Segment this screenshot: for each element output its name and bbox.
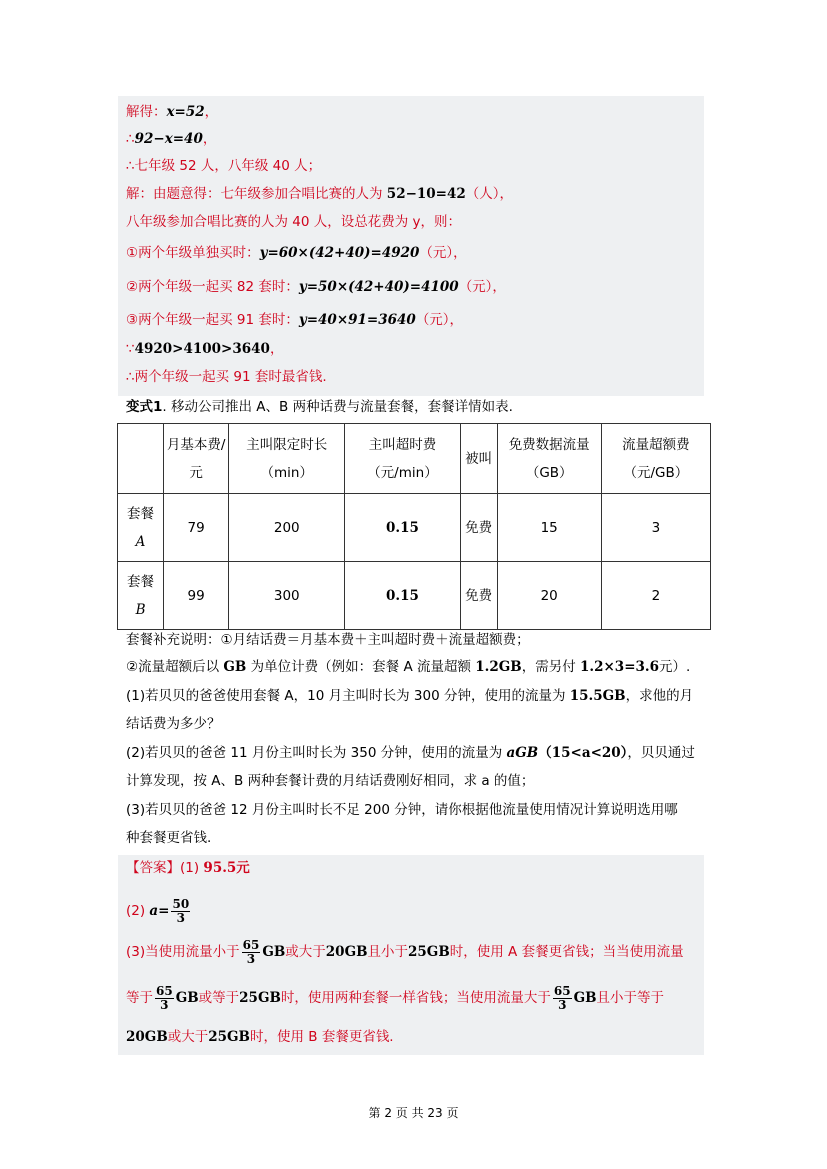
question-2-line-1: (2)若贝贝的爸爸 11 月份主叫时长为 350 分钟，使用的流量为 aGB（15<a<20），贝贝通过	[126, 745, 695, 761]
table-cell: 3	[601, 494, 710, 562]
question-1-line-1: (1)若贝贝的爸爸使用套餐 A，10 月主叫时长为 300 分钟，使用的流量为 15.5GB，求他的月	[126, 688, 694, 704]
table-header-cell: 免费数据流量（GB）	[497, 424, 601, 494]
table-header-row	[118, 424, 711, 494]
problem-intro: 变式1. 移动公司推出 A、B 两种话费与流量套餐，套餐详情如表.	[126, 399, 513, 415]
table-cell: 99	[164, 562, 229, 630]
table-row	[118, 494, 711, 562]
table-cell: 免费	[460, 494, 497, 562]
answer-line-2: (2) a= $\frac{50}{3}$	[126, 896, 190, 925]
note-1: 套餐补充说明：①月结话费＝月基本费＋主叫超时费＋流量超额费；	[126, 632, 530, 648]
table-cell: 200	[229, 494, 345, 562]
solution-line-5: 八年级参加合唱比赛的人为 40 人，设总花费为 y，则：	[126, 214, 462, 230]
question-2-line-2: 计算发现，按 A、B 两种套餐计费的月结话费刚好相同，求 a 的值；	[126, 773, 535, 789]
solution-line-4: 解：由题意得：七年级参加合唱比赛的人为 52−10=42（人），	[126, 186, 514, 202]
table-header-cell: 被叫	[460, 424, 497, 494]
table-header-cell: 月基本费/元	[164, 424, 229, 494]
question-3-line-1: (3)若贝贝的爸爸 12 月份主叫时长不足 200 分钟，请你根据他流量使用情况计算说明选用哪	[126, 802, 678, 818]
solution-line-9: ∵4920>4100>3640，	[126, 341, 284, 357]
table-header-cell: 主叫超时费（元/min）	[345, 424, 460, 494]
solution-line-8: ③两个年级一起买 91 套时：y=40×91=3640（元），	[126, 312, 464, 328]
solution-line-7: ②两个年级一起买 82 套时：y=50×(42+40)=4100（元），	[126, 279, 506, 295]
plan-table	[117, 423, 711, 630]
table-cell: 300	[229, 562, 345, 630]
question-3-line-2: 种套餐更省钱.	[126, 830, 212, 846]
table-cell: 15	[497, 494, 601, 562]
note-2: ②流量超额后以 GB 为单位计费（例如：套餐 A 流量超额 1.2GB，需另付 1.2×3=3.6元）.	[126, 659, 691, 675]
solution-line-1: 解得：x=52，	[126, 104, 219, 120]
problem-label: 变式1	[126, 399, 163, 415]
table-cell: 2	[601, 562, 710, 630]
table-cell: 0.15	[345, 494, 460, 562]
plan-name-cell: 套餐 B	[118, 562, 164, 630]
solution-line-2: ∴92−x=40，	[126, 131, 217, 147]
page-footer: 第 2 页 共 23 页	[368, 1106, 459, 1120]
question-1-line-2: 结话费为多少？	[126, 716, 221, 732]
answer-line-1: 【答案】(1) 95.5元	[126, 860, 250, 876]
answer-line-5: 20GB或大于25GB时，使用 B 套餐更省钱.	[126, 1029, 394, 1045]
solution-line-10: ∴两个年级一起买 91 套时最省钱.	[126, 369, 327, 385]
solution-line-6: ①两个年级单独买时：y=60×(42+40)=4920（元），	[126, 245, 467, 261]
table-row	[118, 562, 711, 630]
table-cell: 0.15	[345, 562, 460, 630]
table-header-cell: 主叫限定时长（min）	[229, 424, 345, 494]
answer-line-4: 等于 $\frac{65}{3}$ GB或等于25GB时，使用两种套餐一样省钱；当使用流量大于 $\frac{65}{3}$ GB且小于等于	[126, 983, 665, 1012]
table-header-cell: 流量超额费（元/GB）	[601, 424, 710, 494]
table-cell: 20	[497, 562, 601, 630]
answer-line-3: (3)当使用流量小于 $\frac{65}{3}$ GB或大于20GB且小于25GB时，使用 A 套餐更省钱；当当使用流量	[126, 937, 684, 966]
table-cell: 免费	[460, 562, 497, 630]
table-header-cell	[118, 424, 164, 494]
solution-line-3: ∴七年级 52 人，八年级 40 人；	[126, 158, 322, 174]
plan-name-cell: 套餐 A	[118, 494, 164, 562]
answer-block	[118, 855, 704, 1055]
answer-tag: 【答案】	[126, 860, 180, 876]
table-cell: 79	[164, 494, 229, 562]
solution-block	[118, 96, 704, 396]
